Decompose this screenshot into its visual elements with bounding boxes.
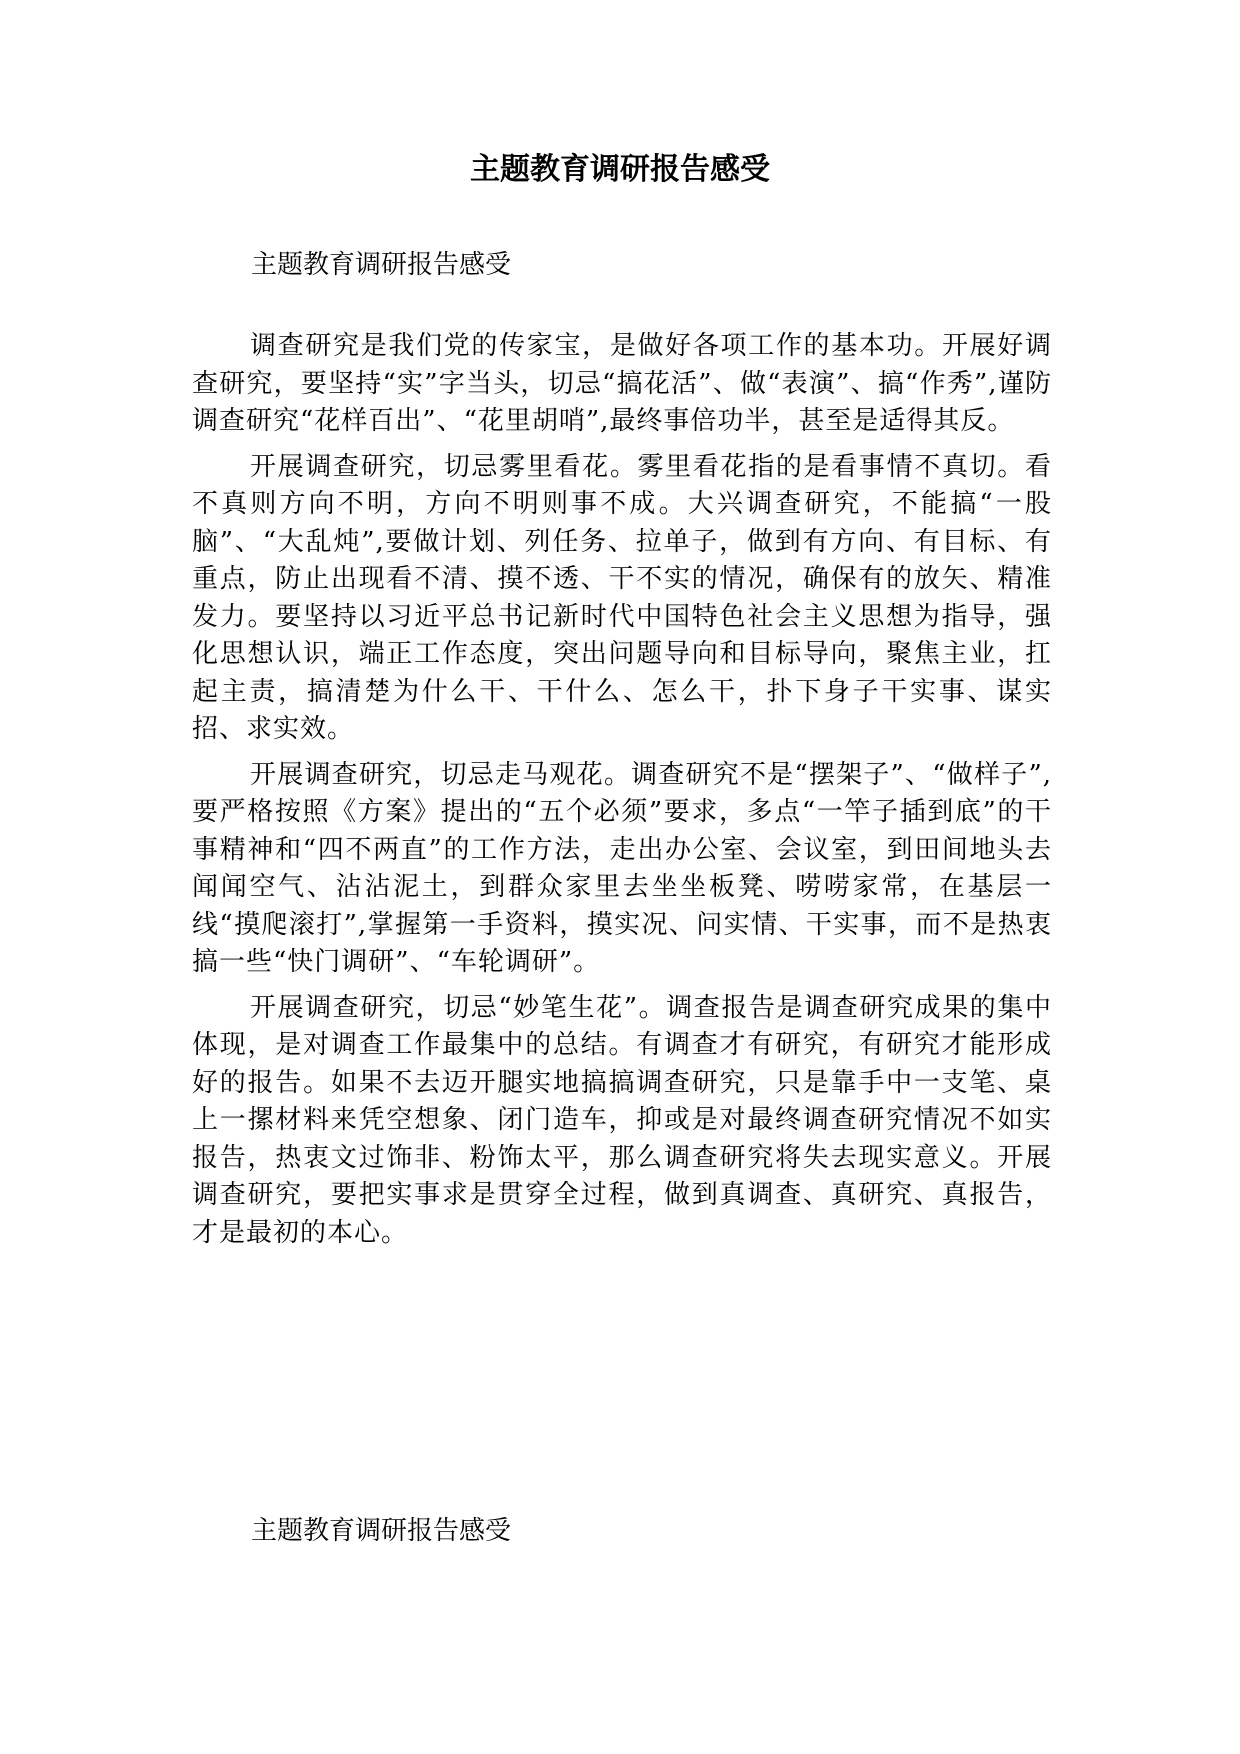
document-title: 主题教育调研报告感受 — [470, 152, 770, 187]
paragraph-3: 开展调查研究，切忌走马观花。调查研究不是“摆架子”、“做样子”,要严格按照《方案》提出的“五个必须”要求，多点“一竿子插到底”的干事精神和“四不两直”的工作方法，走出办公室、会议室，到田间地头去闻闻空气、沾沾泥土，到群众家里去坐坐板凳、唠唠家常，在基层一线“摸爬滚打”,掌握第一手资料，摸实况、问实情、干实事，而不是热衷搞一些“快门调研”、“车轮调研”。 — [192, 759, 1052, 977]
paragraph-2: 开展调查研究，切忌雾里看花。雾里看花指的是看事情不真切。看不真则方向不明，方向不明则事不成。大兴调查研究，不能搞“一股脑”、“大乱炖”,要做计划、列任务、拉单子，做到有方向、有目标、有重点，防止出现看不清、摸不透、干不实的情况，确保有的放矢、精准发力。要坚持以习近平总书记新时代中国特色社会主义思想为指导，强化思想认识，端正工作态度，突出问题导向和目标导向，聚焦主业，扛起主责，搞清楚为什么干、干什么、怎么干，扑下身子干实事、谋实招、求实效。 — [192, 451, 1052, 744]
paragraph-4: 开展调查研究，切忌“妙笔生花”。调查报告是调查研究成果的集中体现，是对调查工作最集中的总结。有调查才有研究，有研究才能形成好的报告。如果不去迈开腿实地搞搞调查研究，只是靠手中一支笔、桌上一摞材料来凭空想象、闭门造车，抑或是对最终调查研究情况不如实报告，热衷文过饰非、粉饰太平，那么调查研究将失去现实意义。开展调查研究，要把实事求是贯穿全过程，做到真调查、真研究、真报告，才是最初的本心。 — [192, 992, 1052, 1248]
paragraph-1: 调查研究是我们党的传家宝，是做好各项工作的基本功。开展好调查研究，要坚持“实”字当头，切忌“搞花活”、做“表演”、搞“作秀”,谨防调查研究“花样百出”、“花里胡哨”,最终事倍功半，甚至是适得其反。 — [192, 331, 1052, 436]
document-body — [192, 328, 1052, 1256]
document-subtitle-bottom: 主题教育调研报告感受 — [251, 1516, 512, 1546]
document-subtitle-top: 主题教育调研报告感受 — [251, 250, 512, 280]
